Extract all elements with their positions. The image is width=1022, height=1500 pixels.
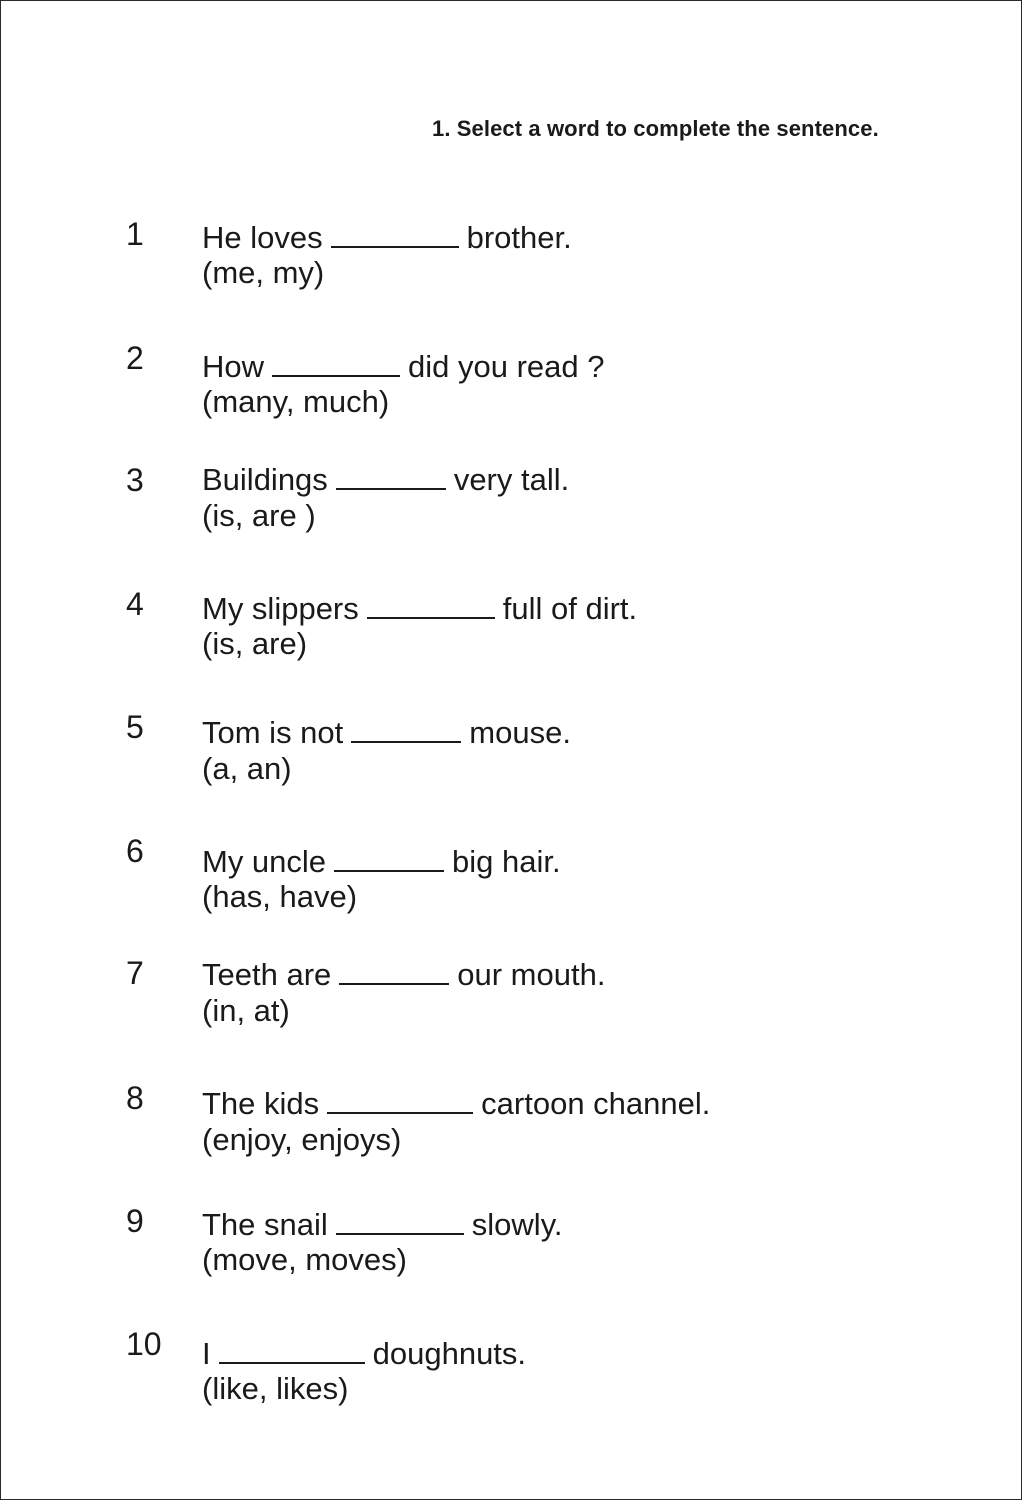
answer-blank[interactable] [272,347,400,377]
answer-blank[interactable] [219,1334,365,1364]
answer-blank[interactable] [334,842,444,872]
question-sentence [202,842,561,880]
sentence-end: brother. [466,220,572,255]
sentence-end: slowly. [471,1207,563,1242]
sentence-start: How [202,349,265,384]
question-sentence [202,713,571,751]
answer-blank[interactable] [331,218,459,248]
answer-blank[interactable] [351,713,461,743]
question-sentence [202,460,569,498]
sentence-start: My uncle [202,844,327,879]
question-sentence [202,1205,563,1243]
sentence-end: very tall. [453,462,570,497]
question-number: 1 [126,216,144,252]
question-number: 7 [126,955,144,991]
answer-options: (me, my) [202,255,325,290]
sentence-start: My slippers [202,591,359,626]
answer-options: (many, much) [202,384,390,419]
sentence-end: cartoon channel. [481,1086,711,1121]
sentence-start: Tom is not [202,715,344,750]
sentence-end: doughnuts. [372,1336,527,1371]
question-number: 9 [126,1203,144,1239]
answer-options: (move, moves) [202,1242,407,1277]
question-sentence [202,218,572,256]
answer-options: (is, are) [202,626,308,661]
sentence-start: He loves [202,220,323,255]
answer-options: (a, an) [202,751,292,786]
answer-blank[interactable] [327,1084,473,1114]
question-sentence [202,589,637,627]
answer-blank[interactable] [336,460,446,490]
question-number: 8 [126,1080,144,1116]
answer-options: (in, at) [202,993,290,1028]
sentence-end: full of dirt. [502,591,638,626]
sentence-end: did you read ? [408,349,605,384]
question-sentence [202,1334,526,1372]
question-number: 5 [126,709,144,745]
instruction-heading: 1. Select a word to complete the sentence. [432,116,879,141]
question-sentence [202,1084,710,1122]
question-number: 4 [126,586,144,622]
answer-blank[interactable] [367,589,495,619]
sentence-start: Buildings [202,462,328,497]
question-number: 2 [126,340,144,376]
answer-options: (enjoy, enjoys) [202,1122,402,1157]
answer-blank[interactable] [336,1205,464,1235]
sentence-end: mouse. [469,715,571,750]
answer-options: (is, are ) [202,498,316,533]
sentence-start: The snail [202,1207,328,1242]
sentence-start: Teeth are [202,957,332,992]
sentence-end: big hair. [452,844,561,879]
question-number: 3 [126,462,144,498]
sentence-end: our mouth. [457,957,606,992]
question-number: 6 [126,833,144,869]
sentence-start: The kids [202,1086,320,1121]
answer-options: (like, likes) [202,1371,349,1406]
sentence-start: I [202,1336,211,1371]
answer-blank[interactable] [339,955,449,985]
answer-options: (has, have) [202,879,358,914]
question-sentence [202,955,605,993]
question-sentence [202,347,605,385]
question-number: 10 [126,1326,162,1362]
